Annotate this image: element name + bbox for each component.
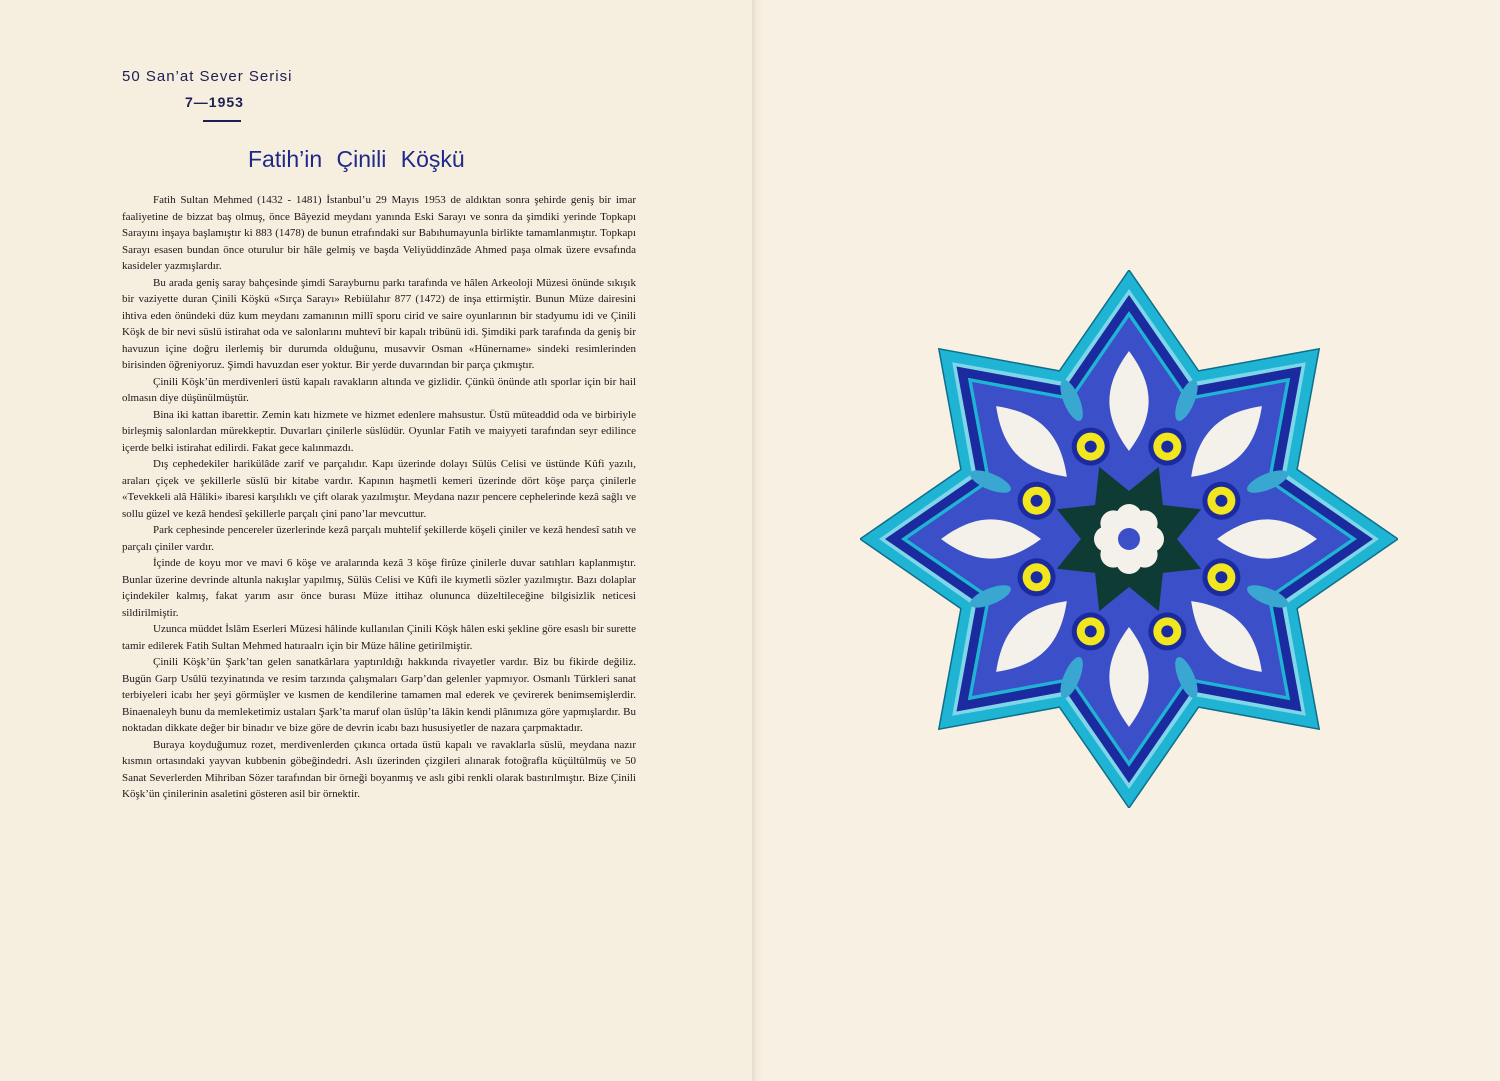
tile-rosette-illustration <box>860 270 1398 808</box>
paragraph: Fatih Sultan Mehmed (1432 - 1481) İstanbul’u 29 Mayıs 1953 de aldıktan sonra şehirde geniş bir imar faaliyetine de bizzat baş olmuş, önce Bâyezid meydanı yanında Eski Sarayı ve sonra da şimdiki yerinde Topkapı Sarayını inşaya başlamıştır ki 883 (1478) de bunun etrafındaki sur Babıhumayunla birlikte tamamlanmıştır. Topkapı Sarayı esasen bundan önce oturulur bir hâle gelmiş ve başda Veliyüddinzâde Ahmed paşa olmak üzere evsafında kasideler yazmışlardır. <box>122 194 636 272</box>
series-number: 7—1953 <box>185 94 244 110</box>
paragraph: Buraya koyduğumuz rozet, merdivenlerden çıkınca ortada üstü kapalı ve ravaklarla süslü, meydana nazır kısmın ortasındaki yayvan kubbenin göbeğindedri. Aslı üzerinden çizgileri alınarak fotoğrafla küçültülmüş ve 50 Sanat Severlerden Mihriban Sözer tarafından bir örneği boyanmış ve aslı gibi renkli olarak bastırılmıştır. Bize Çinili Köşk’ün çinilerinin asaletini gösteren asil bir örnektir. <box>122 738 636 800</box>
tulip-center <box>1085 625 1097 637</box>
paragraph: Bina iki kattan ibarettir. Zemin katı hizmete ve hizmet edenlere mahsustur. Üstü müteaddid oda ve birbiriyle birleşmiş salonlardan mürekkeptir. Duvarları çinilerle süslüdür. Oyunlar Fatih ve maiyyeti tarafından seyr edilince içerde belki istirahat edilirdi. Fakat gece kalınmazdı. <box>122 408 636 454</box>
star-rosette-svg <box>860 270 1398 808</box>
flower-center <box>1118 528 1140 550</box>
paragraph: Çinili Köşk’ün merdivenleri üstü kapalı ravakların altında ve gizlidir. Çünkü önünde atlı sporlar için bir hail olmasın diye düşünülmüştür. <box>122 375 636 404</box>
paragraph: Uzunca müddet İslâm Eserleri Müzesi hâlinde kullanılan Çinili Köşk hâlen eski şekline göre esaslı bir surette tamir edilerek Fatih Sultan Mehmed hatıraalrı için bir Müze hâline getirilmiştir. <box>122 623 636 652</box>
title-divider <box>203 120 241 122</box>
tulip-center <box>1031 571 1043 583</box>
paragraph: Çinili Köşk’ün Şark’tan gelen sanatkârlara yaptırıldığı hakkında rivayetler vardır. Biz bu fikirde değiliz. Bugün Garp Usûlü tezyinatında ve resim tarzında çalışmaları Garp’dan gelenler yapmıyor. Osmanlı Türkleri sanat terbiyeleri icabı her şeyi görmüşler ve kısmen de kendilerine tamamen mal ederek ve çevirerek benimsemişlerdir. Binaenaleyh bunu da memleketimiz ustaları Şark’ta maruf olan üslûp’ta lâkin kendi plânımıza göre yapmışlardır. Bu noktadan dikkate değer bir binadır ve bize göre de devrin icabı bazı hususiyetler de nazara çarpmaktadır. <box>122 656 636 734</box>
paragraph: Park cephesinde pencereler üzerlerinde kezâ parçalı muhtelif şekillerde köşeli çiniler ve kezâ hendesî satıh ve parçalı çiniler vardır. <box>122 524 636 553</box>
tulip-center <box>1031 495 1043 507</box>
tulip-center <box>1161 625 1173 637</box>
paragraph: Dış cephedekiler harikülâde zarif ve parçalıdır. Kapı üzerinde dolayı Sülüs Celisi ve üstünde Kûfi yazılı, araları çiçek ve şekillerle süslü bir kitabe vardır. Kapının haşmetli kemeri üzerinde dört köşe parça çinilerle «Tevekkeli alâ Hâliki» ibaresi karşılıklı ve çift olarak yazılmıştır. Meydana nazır pencere cephelerinde kezâ sağlı ve sollu güzel ve kezâ hendesî şekillerle parçalı çini pano’lar mevcuttur. <box>122 458 636 520</box>
tulip-center <box>1161 441 1173 453</box>
page-fold <box>752 0 764 1081</box>
tulip-center <box>1215 571 1227 583</box>
paragraph: Bu arada geniş saray bahçesinde şimdi Sarayburnu parkı tarafında ve hâlen Arkeoloji Müzesi önünde sıkışık bir vaziyette duran Çinili Köşkü «Sırça Sarayı» Rebiülahır 877 (1472) de inşa ettirmiştir. Bunun Müze dairesini ihtiva eden önündeki düz kum meydanı zamanının millî sporu cirid ve saire oyunlarının bir stadyumu idi ve Çinili Köşk de bir nevi süslü istirahat oda ve salonlarını muhtevî bir kapalı tribünü idi. Şimdiki park tarafında da geniş bir havuzun içine doğru ilerlemiş bir durumda olduğunu, musavvir Osman «Hünername» sindeki resimlerinden birisinden öğreniyoruz. Şimdi havuzdan eser yoktur. Bir yerde duvarından bir parça çıkmıştır. <box>122 276 636 371</box>
tulip-center <box>1215 495 1227 507</box>
article-body <box>122 192 636 803</box>
tulip-center <box>1085 441 1097 453</box>
series-title: 50 San’at Sever Serisi <box>122 68 293 85</box>
paragraph: İçinde de koyu mor ve mavi 6 köşe ve aralarında kezâ 3 köşe firûze çinilerle duvar satıhları kaplanmıştır. Bunlar üzerine devrinde altunla nakışlar yapılmış, Sülüs Celisi ve Kûfi ile kıymetli sözler yazılmıştır. Bazı dolaplar içindekiler kalmış, fakat yarım asır önce burası Müze ittihaz olununca düzeltileceğine bilgisizlik neticesi sildirilmiştir. <box>122 557 636 619</box>
page-title: Fatih’in Çinili Köşkü <box>248 146 465 172</box>
